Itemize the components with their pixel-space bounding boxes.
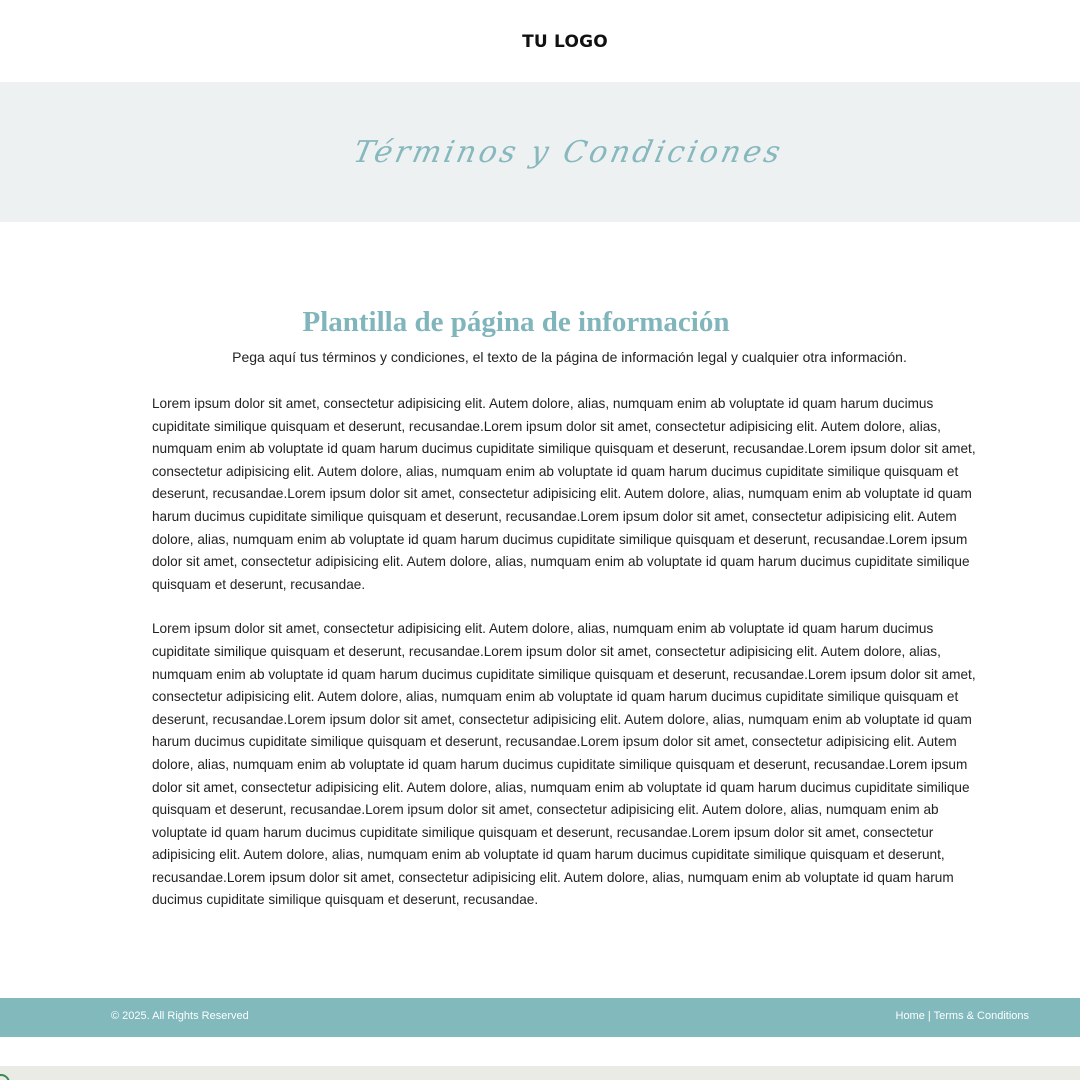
logo[interactable]: TU LOGO xyxy=(522,32,608,52)
circle-icon[interactable] xyxy=(0,1074,10,1080)
body-paragraph: Lorem ipsum dolor sit amet, consectetur adipisicing elit. Autem dolore, alias, numquam enim ab voluptate id quam harum ducimus cupiditate similique quisquam et deserunt, recusandae.Lorem ipsum dolor sit amet, consectetur adipisicing elit. Autem dolore, alias, numquam enim ab voluptate id quam harum ducimus cupiditate similique quisquam et deserunt, recusandae.Lorem ipsum dolor sit amet, consectetur adipisicing elit. Autem dolore, alias, numquam enim ab voluptate id quam harum ducimus cupiditate similique quisquam et deserunt, recusandae.Lorem ipsum dolor sit amet, consectetur adipisicing elit. Autem dolore, alias, numquam enim ab voluptate id quam harum ducimus cupiditate similique quisquam et deserunt, recusandae.Lorem ipsum dolor sit amet, consectetur adipisicing elit. Autem dolore, alias, numquam enim ab voluptate id quam harum ducimus cupiditate similique quisquam et deserunt, recusandae.Lorem ipsum dolor sit amet, consectetur adipisicing elit. Autem dolore, alias, numquam enim ab voluptate id quam harum ducimus cupiditate similique quisquam et deserunt, recusandae. xyxy=(152,396,976,592)
page-heading: Plantilla de página de información xyxy=(302,306,730,338)
bottom-strip xyxy=(0,1066,1080,1080)
body-paragraph: Lorem ipsum dolor sit amet, consectetur adipisicing elit. Autem dolore, alias, numquam enim ab voluptate id quam harum ducimus cupiditate similique quisquam et deserunt, recusandae.Lorem ipsum dolor sit amet, consectetur adipisicing elit. Autem dolore, alias, numquam enim ab voluptate id quam harum ducimus cupiditate similique quisquam et deserunt, recusandae.Lorem ipsum dolor sit amet, consectetur adipisicing elit. Autem dolore, alias, numquam enim ab voluptate id quam harum ducimus cupiditate similique quisquam et deserunt, recusandae.Lorem ipsum dolor sit amet, consectetur adipisicing elit. Autem dolore, alias, numquam enim ab voluptate id quam harum ducimus cupiditate similique quisquam et deserunt, recusandae.Lorem ipsum dolor sit amet, consectetur adipisicing elit. Autem dolore, alias, numquam enim ab voluptate id quam harum ducimus cupiditate similique quisquam et deserunt, recusandae.Lorem ipsum dolor sit amet, consectetur adipisicing elit. Autem dolore, alias, numquam enim ab voluptate id quam harum ducimus cupiditate similique quisquam et deserunt, recusandae.Lorem ipsum dolor sit amet, consectetur adipisicing elit. Autem dolore, alias, numquam enim ab voluptate id quam harum ducimus cupiditate similique quisquam et deserunt, recusandae.Lorem ipsum dolor sit amet, consectetur adipisicing elit. Autem dolore, alias, numquam enim ab voluptate id quam harum ducimus cupiditate similique quisquam et deserunt, recusandae.Lorem ipsum dolor sit amet, consectetur adipisicing elit. Autem dolore, alias, numquam enim ab voluptate id quam harum ducimus cupiditate similique quisquam et deserunt, recusandae. xyxy=(152,621,976,908)
site-footer xyxy=(0,998,1080,1037)
site-header xyxy=(0,0,1080,82)
footer-link-terms[interactable]: Terms & Conditions xyxy=(933,1010,1029,1022)
copyright-text: © 2025. All Rights Reserved xyxy=(111,1010,249,1022)
footer-link-separator: | xyxy=(924,1010,934,1022)
page-subheading: Pega aquí tus términos y condiciones, el texto de la página de información legal y cualquier otra información. xyxy=(232,349,907,365)
banner-title: Términos y Condiciones xyxy=(349,134,787,170)
main-content xyxy=(152,300,992,912)
page-banner xyxy=(0,82,1080,222)
footer-link-home[interactable]: Home xyxy=(895,1010,925,1022)
footer-links xyxy=(896,1010,1030,1022)
